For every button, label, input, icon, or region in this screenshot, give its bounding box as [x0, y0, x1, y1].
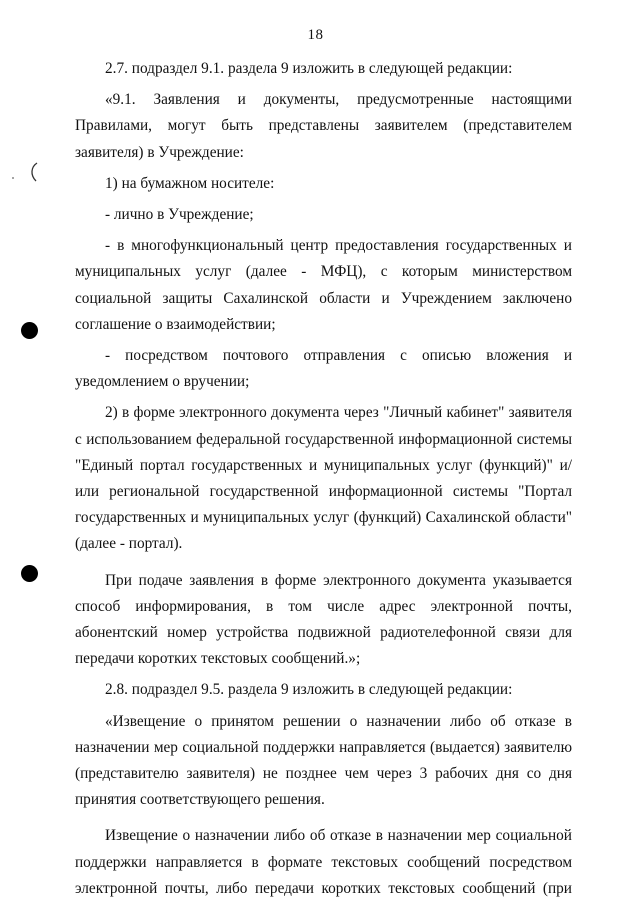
paragraph-mfc: - в многофункциональный центр предоставления государственных и муниципальных услуг (далее - МФЦ), с которым министерством социальной защиты Сахалинской области и Учреждением заключено соглашение о взаимодействии; — [75, 237, 572, 333]
paragraph-item-2: 2) в форме электронного документа через "Личный кабинет" заявителя с использованием федеральной государственной информационной системы "Единый портал государственных и муниципальных услуг (функций)" и/или региональной государственной информационной системы "Портал государственных и муниципальных услуг (функций) Сахалинской области" (далее - портал). — [75, 404, 572, 553]
margin-pencil-mark — [28, 161, 40, 183]
paragraph-personally: - лично в Учреждение; — [105, 206, 254, 224]
punch-hole-bottom — [21, 565, 38, 582]
paragraph-notice-1: «Извещение о принятом решении о назначении либо об отказе в назначении мер социальной поддержки направляется (выдается) заявителю (представителю заявителя) не позднее чем через 3 рабочих дня со дня принятия соответствующего решения. — [75, 712, 572, 809]
paragraph-post: - посредством почтового отправления с описью вложения и уведомлением о вручении; — [75, 347, 572, 391]
document-body — [75, 56, 572, 902]
paragraph-electronic: При подаче заявления в форме электронного документа указывается способ информирования, в том числе адрес электронной почты, абонентский номер устройства подвижной радиотелефонной связи для передачи коротких текстовых сообщений.»; — [75, 571, 572, 668]
paragraph-2-7: 2.7. подраздел 9.1. раздела 9 изложить в следующей редакции: — [105, 60, 513, 77]
paragraph-item-1: 1) на бумажном носителе: — [105, 174, 275, 192]
margin-dot — [12, 177, 14, 179]
punch-hole-top — [21, 322, 38, 339]
paragraph-9-1: «9.1. Заявления и документы, предусмотренные настоящими Правилами, могут быть представлены заявителем (представителем заявителя) в Учреждение: — [75, 91, 572, 161]
paragraph-notice-2: Извещение о назначении либо об отказе в назначении мер социальной поддержки направляется в формате текстовых сообщений посредством электронной почты, либо передачи коротких текстовых сообщений (при — [75, 827, 572, 897]
page-number: 18 — [307, 27, 324, 43]
paragraph-2-8: 2.8. подраздел 9.5. раздела 9 изложить в следующей редакции: — [105, 681, 513, 699]
